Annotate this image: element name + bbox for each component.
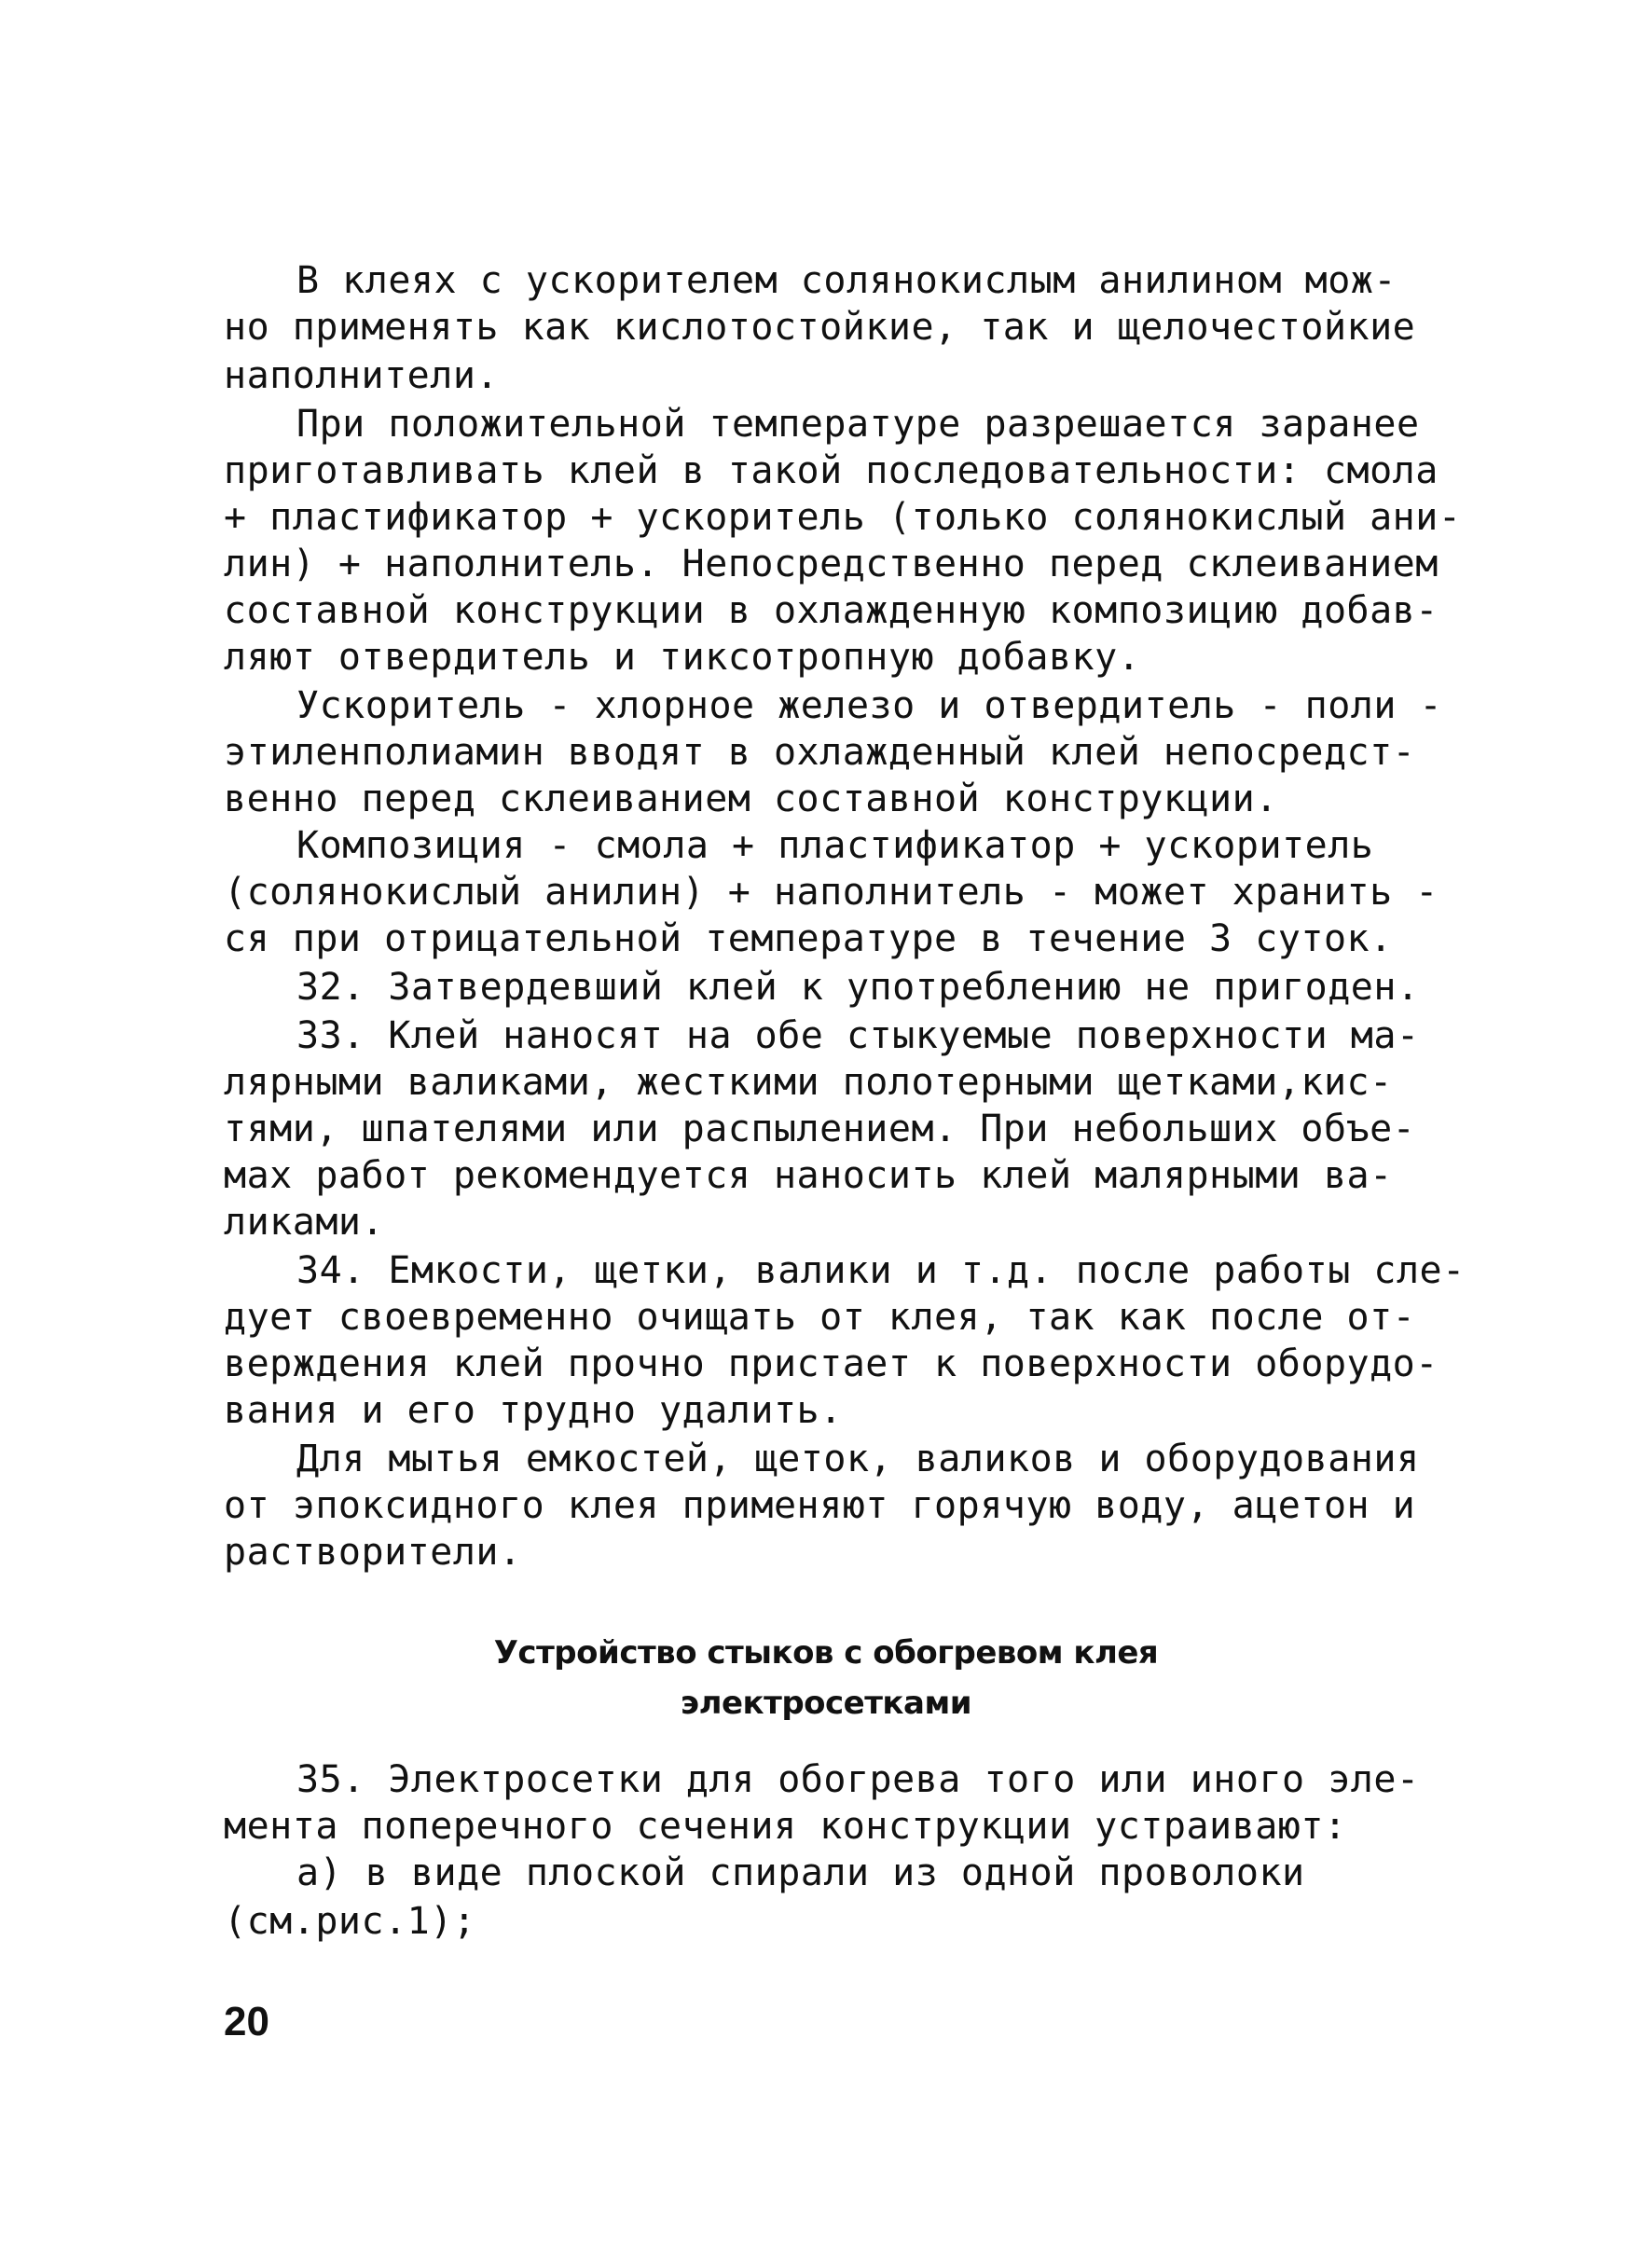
text-line: мента поперечного сечения конструкции устраивают: [224,1805,1347,1848]
text-line: вания и его трудно удалить. [224,1389,843,1432]
text-line: (солянокислый анилин) + наполнитель - может хранить - [224,871,1439,914]
text-line: + пластификатор + ускоритель (только солянокислый ани- [224,496,1462,539]
text-line: ся при отрицательной температуре в течение 3 суток. [224,917,1393,960]
text-line: лярными валиками, жесткими полотерными щетками,кис- [224,1061,1393,1104]
text-line: этиленполиамин вводят в охлажденный клей непосредст- [224,731,1416,774]
text-line: составной конструкции в охлажденную композицию добав- [224,589,1439,632]
text-line: венно перед склеиванием составной конструкции. [224,778,1278,820]
text-line: растворители. [224,1531,522,1574]
text-line: но применять как кислотостойкие, так и щелочестойкие [224,306,1416,349]
text-line: тями, шпателями или распылением. При небольших объе- [224,1108,1416,1150]
text-line: дует своевременно очищать от клея, так как после от- [224,1296,1416,1339]
section-heading: Устройство стыков с обогревом клея [493,1634,1159,1672]
text-line: 35. Электросетки для обогрева того или иного эле- [296,1758,1420,1801]
section-heading: электросетками [680,1685,972,1722]
text-line: верждения клей прочно пристает к поверхности оборудо- [224,1342,1439,1385]
text-line: Композиция - смола + пластификатор + ускоритель [296,824,1374,867]
text-line: При положительной температуре разрешается заранее [296,403,1420,446]
text-line: 32. Затвердевший клей к употреблению не пригоден. [296,966,1420,1009]
text-line: мах работ рекомендуется наносить клей малярными ва- [224,1154,1393,1197]
text-line: Ускоритель - хлорное железо и отвердитель - поли - [296,684,1443,727]
text-line: ляют отвердитель и тиксотропную добавку. [224,636,1141,679]
text-line: В клеях с ускорителем солянокислым анилином мож- [296,259,1397,302]
text-line: 33. Клей наносят на обе стыкуемые поверхности ма- [296,1014,1420,1057]
text-line: от эпоксидного клея применяют горячую воду, ацетон и [224,1484,1416,1527]
text-line: ликами. [224,1201,385,1244]
text-line: приготавливать клей в такой последовательности: смола [224,449,1439,492]
text-line: Для мытья емкостей, щеток, валиков и оборудования [296,1438,1420,1480]
page-number: 20 [224,1999,269,2044]
text-line: 34. Емкости, щетки, валики и т.д. после работы сле- [296,1249,1466,1292]
text-line: лин) + наполнитель. Непосредственно перед склеиванием [224,543,1439,585]
text-line: а) в виде плоской спирали из одной проволоки [296,1851,1305,1894]
text-line: наполнители. [224,354,499,397]
text-line: (см.рис.1); [224,1900,476,1943]
